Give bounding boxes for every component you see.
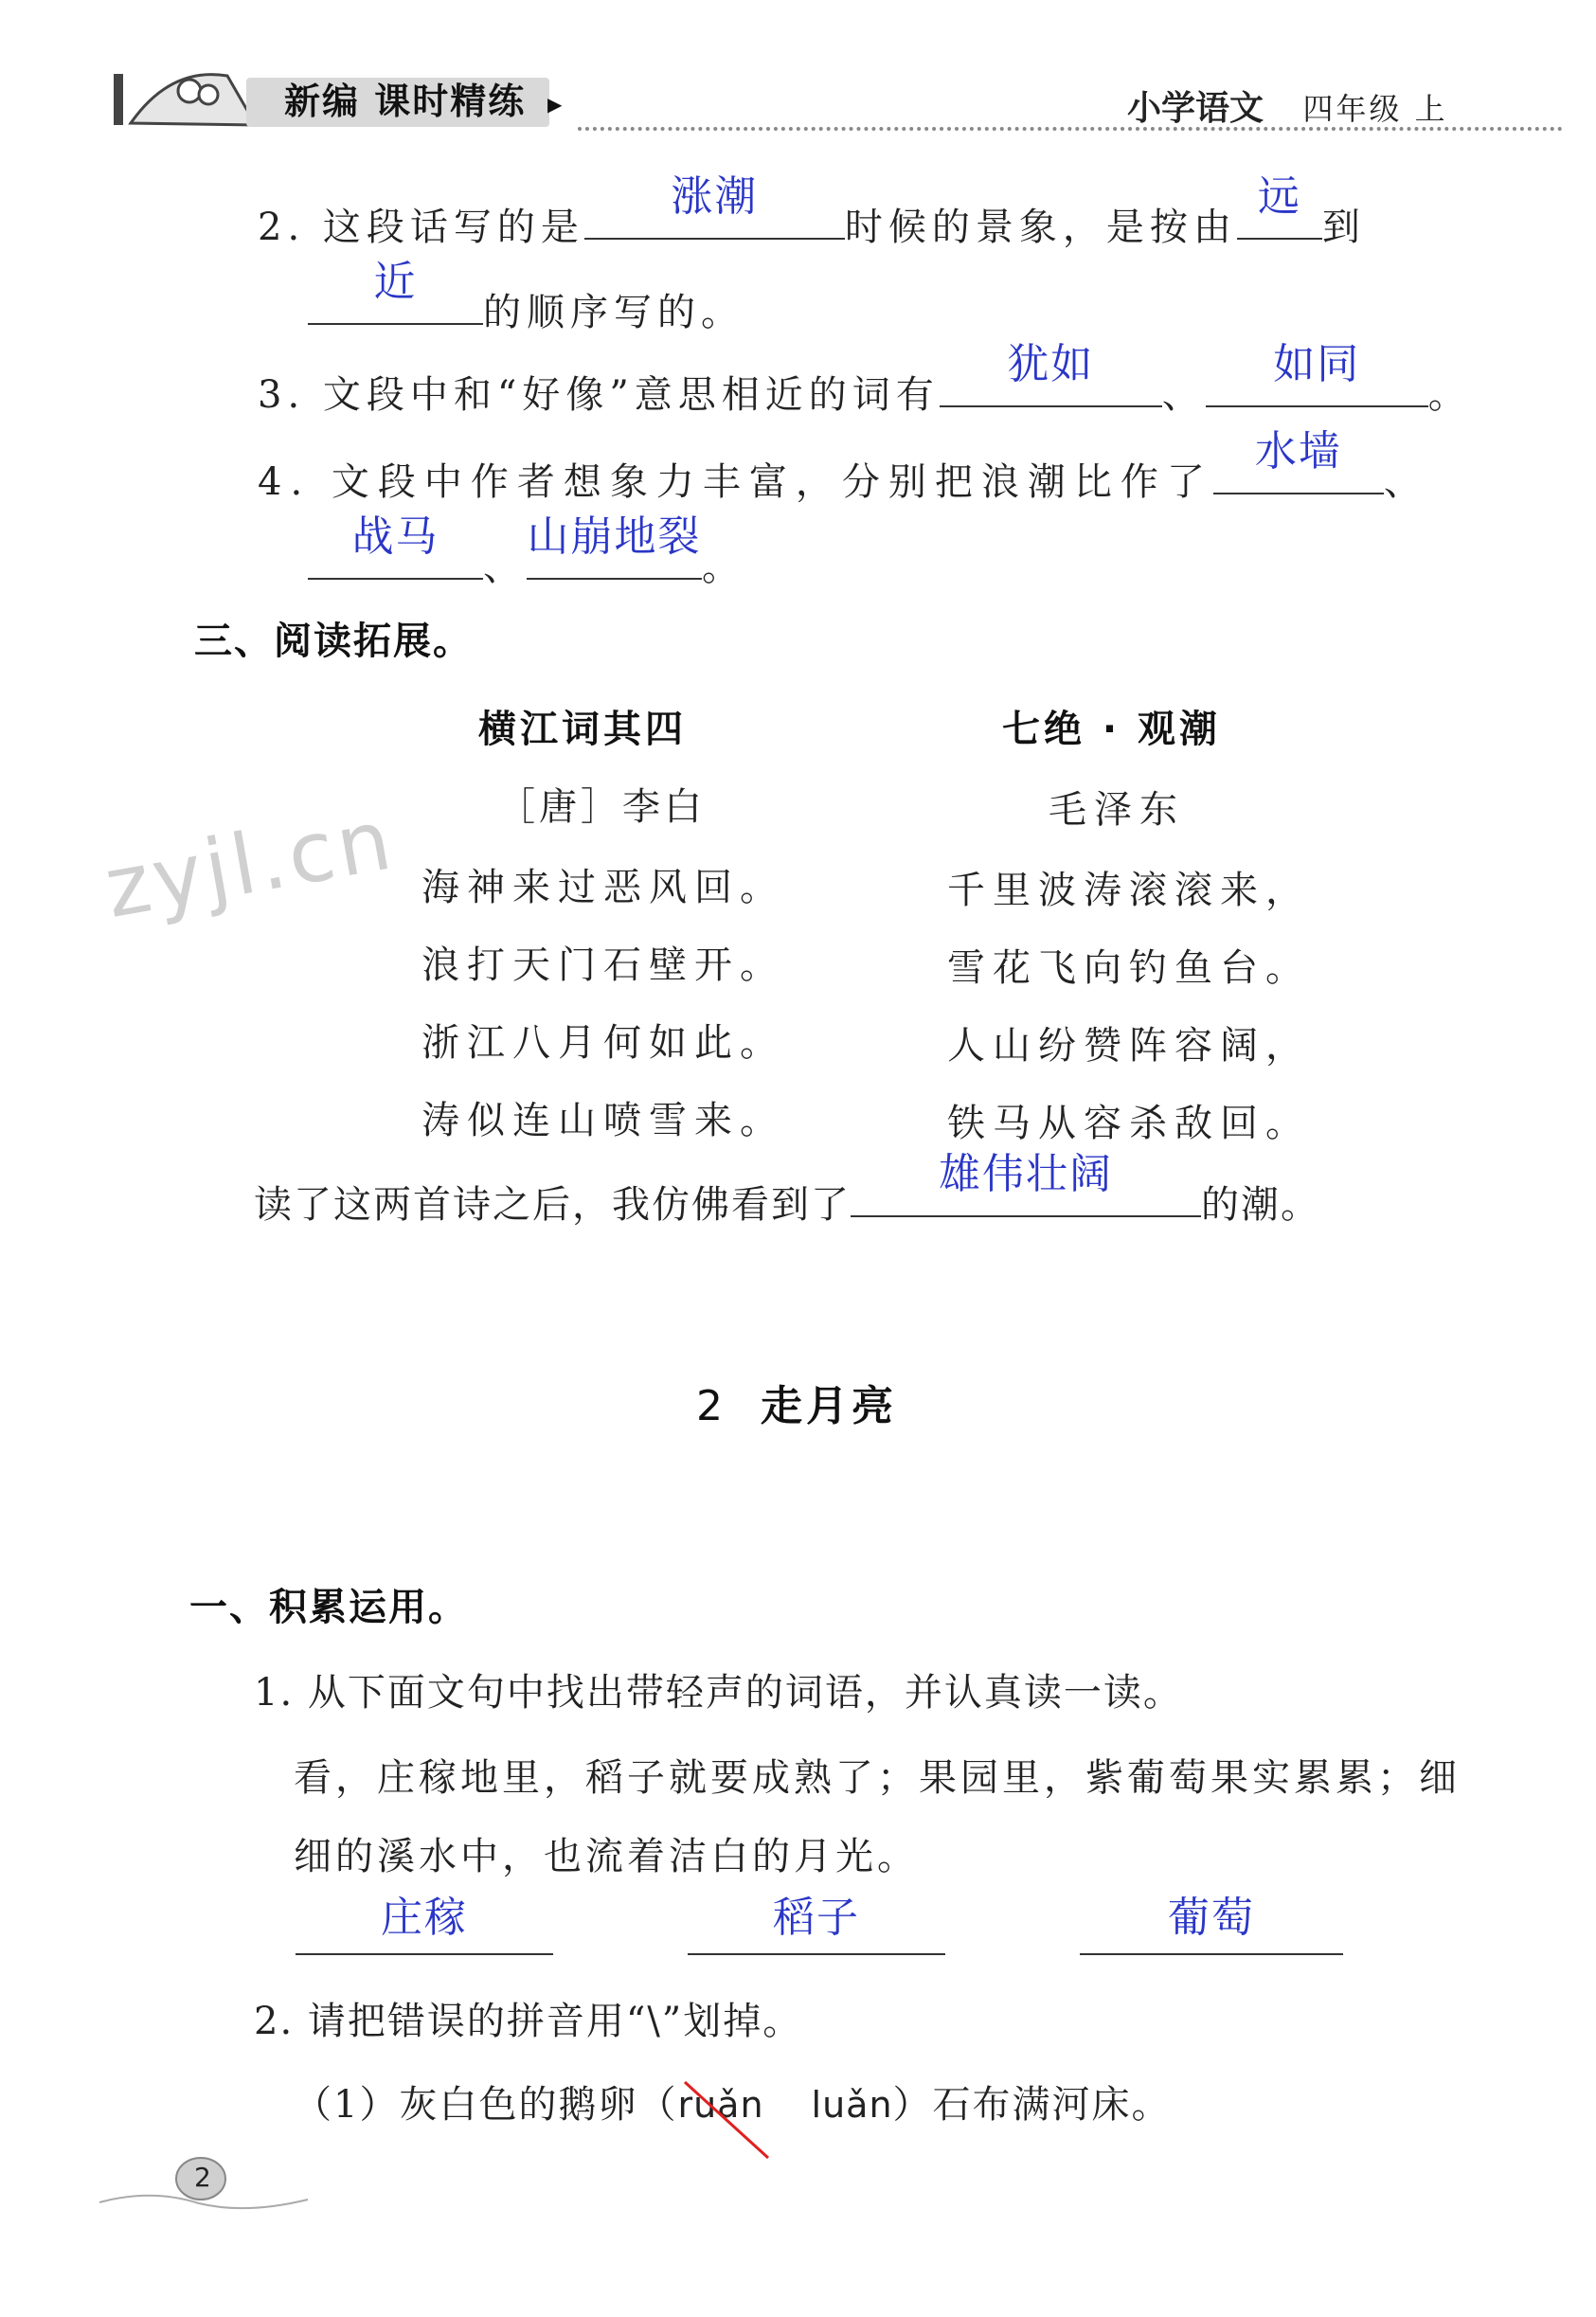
- question-text: 的顺序写的。: [483, 291, 744, 334]
- reading-question: [254, 1150, 1320, 1229]
- section-heading: 三、阅读拓展。: [194, 620, 473, 663]
- lesson-number: 2: [696, 1382, 723, 1430]
- question-text: 2. 这段话写的是: [258, 206, 584, 249]
- pinyin-wrong[interactable]: ruǎn: [677, 2084, 763, 2126]
- separator: 、: [483, 546, 527, 589]
- question-text: 3. 文段中和“好像”意思相近的词有: [258, 373, 940, 417]
- question-2-cont: [308, 258, 744, 336]
- poem-1-line: 浪打天门石壁开。: [421, 943, 785, 987]
- watermark: zyjl.cn: [98, 790, 402, 937]
- poem-2-title: 七绝 · 观潮: [1002, 708, 1222, 751]
- question-4-cont: [308, 512, 745, 591]
- separator: 、: [1161, 373, 1206, 417]
- page-number: 2: [194, 2162, 211, 2193]
- answer-text: 葡萄: [1168, 1894, 1255, 1942]
- question-text: 读了这两首诗之后，我仿佛看到了: [254, 1183, 851, 1227]
- answer-text: 庄稼: [381, 1894, 468, 1942]
- poem-2-line: 千里波涛滚滚来，: [947, 869, 1311, 912]
- section-heading: 一、积累运用。: [189, 1586, 468, 1629]
- poem-1-line: 涛似连山喷雪来。: [421, 1099, 785, 1142]
- answer-blank[interactable]: [688, 1894, 945, 1955]
- poem-2-line: 铁马从容杀敌回。: [947, 1102, 1311, 1145]
- exercise-1-prompt: 1. 从下面文句中找出带轻声的词语，并认真读一读。: [254, 1671, 1183, 1715]
- item-text: ）石布满河床。: [892, 2083, 1172, 2127]
- answer-text: 近: [373, 258, 418, 306]
- question-text: 到: [1321, 206, 1366, 249]
- answer-blank[interactable]: [1080, 1894, 1343, 1955]
- answer-text: 涨潮: [671, 172, 759, 221]
- poem-1-author: ［唐］李白: [497, 785, 706, 829]
- question-text: 。: [1427, 373, 1472, 417]
- answer-text: 战马: [351, 512, 439, 561]
- answer-text: 犹如: [1007, 340, 1095, 388]
- strike-mark-icon: [681, 2078, 776, 2164]
- exercise-1-passage: 看，庄稼地里，稻子就要成熟了；果园里，紫葡萄果实累累；细: [294, 1756, 1461, 1800]
- question-2: [258, 172, 1366, 251]
- answer-blank[interactable]: [584, 172, 845, 240]
- poem-2-line: 雪花飞向钓鱼台。: [947, 946, 1311, 990]
- answer-blank[interactable]: [1213, 427, 1384, 494]
- answer-blank[interactable]: [527, 512, 702, 580]
- question-3: [258, 340, 1472, 419]
- answer-text: 远: [1257, 172, 1301, 221]
- series-arrow-icon: ▶: [547, 93, 563, 116]
- separator: 、: [1383, 460, 1430, 504]
- series-title: 新编 课时精练: [284, 81, 527, 122]
- answer-blank[interactable]: [296, 1894, 553, 1955]
- poem-1-line: 浙江八月何如此。: [421, 1021, 785, 1065]
- item-text: （1）灰白色的鹅卵（: [294, 2083, 678, 2127]
- header-subject: [1127, 81, 1448, 130]
- poem-2-author: 毛泽东: [1049, 788, 1185, 832]
- question-text: 的潮。: [1201, 1183, 1320, 1227]
- poem-1-title: 横江词其四: [478, 708, 687, 751]
- answer-text: 稻子: [773, 1894, 860, 1942]
- lesson-title: [696, 1372, 897, 1432]
- answer-blank[interactable]: [308, 512, 483, 580]
- answer-blank[interactable]: [1237, 172, 1322, 240]
- header-divider: [578, 127, 1563, 131]
- question-4: [258, 427, 1430, 506]
- poem-1-line: 海神来过恶风回。: [421, 866, 785, 909]
- exercise-1-passage: 细的溪水中，也流着洁白的月光。: [294, 1835, 919, 1878]
- question-text: 时候的景象，是按由: [844, 206, 1237, 249]
- answer-text: 山崩地裂: [527, 512, 702, 561]
- answer-blank[interactable]: [308, 258, 483, 325]
- answer-blank[interactable]: [940, 340, 1162, 407]
- lesson-name: 走月亮: [761, 1382, 897, 1430]
- exercise-2-prompt: 2. 请把错误的拼音用“\”划掉。: [254, 2000, 803, 2043]
- answer-text: 水墙: [1254, 427, 1342, 476]
- answer-blank[interactable]: [1206, 340, 1428, 407]
- question-text: 。: [702, 546, 745, 589]
- subject-label: 小学语文: [1127, 89, 1264, 128]
- series-badge: [114, 66, 549, 133]
- answer-text: 雄伟壮阔: [939, 1150, 1113, 1198]
- answer-blank[interactable]: [851, 1150, 1201, 1217]
- exercise-2-item: [294, 2075, 1172, 2128]
- poem-2-line: 人山纷赞阵容阔，: [947, 1024, 1311, 1068]
- pinyin-correct[interactable]: luǎn: [811, 2084, 893, 2126]
- answer-text: 如同: [1273, 340, 1361, 388]
- question-text: 4. 文段中作者想象力丰富，分别把浪潮比作了: [258, 460, 1213, 504]
- grade-label: 四年级 上: [1302, 91, 1448, 127]
